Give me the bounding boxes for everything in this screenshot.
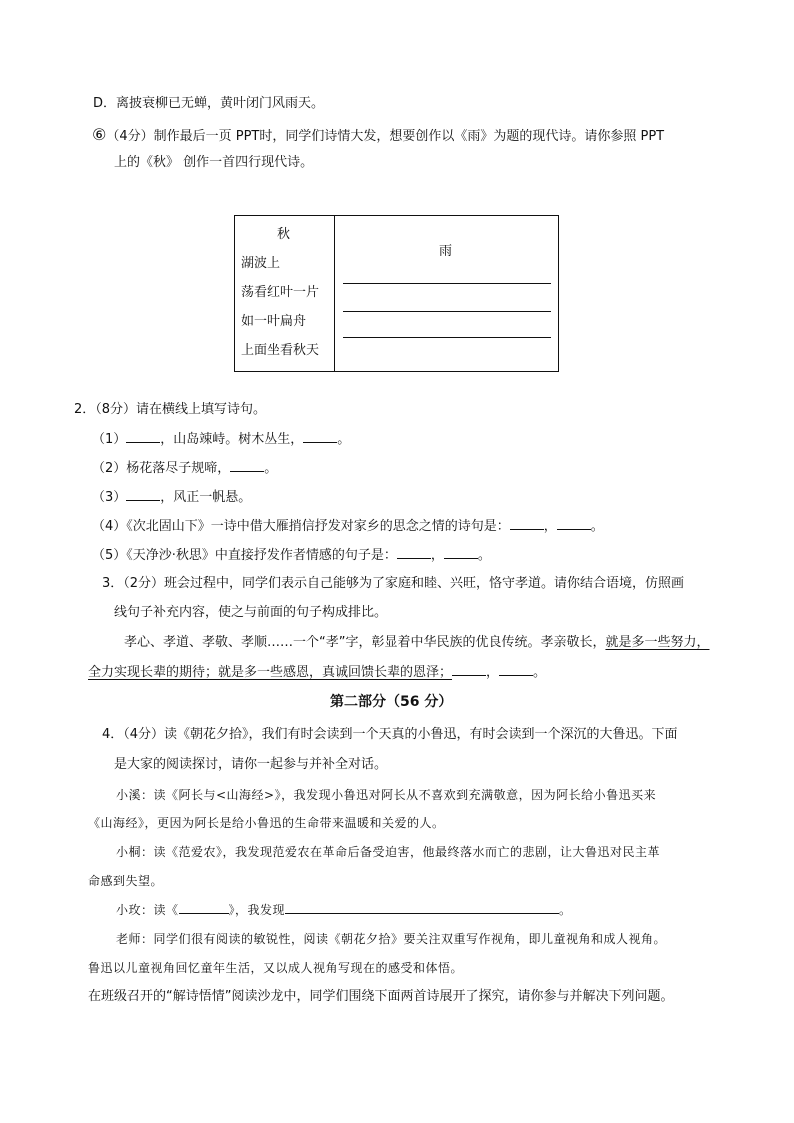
question-6-line2: 上的《秋》 创作一首四行现代诗。 xyxy=(114,155,314,170)
answer-blank[interactable] xyxy=(126,430,160,443)
answer-blank[interactable] xyxy=(303,430,337,443)
salon-intro: 在班级召开的“解诗悟情”阅读沙龙中，同学们围绕下面两首诗展开了探究，请你参与并解决下列问题。 xyxy=(88,989,674,1004)
xiaoxi-comment-line2: 《山海经》，更因为阿长是给小鲁迅的生命带来温暖和关爱的人。 xyxy=(88,816,445,830)
question-2-item-2: （2）杨花落尽子规啼， 。 xyxy=(92,461,278,476)
rain-writing-line-1[interactable] xyxy=(343,283,551,284)
question-4-line1: 4．（4分）读《朝花夕拾》，我们有时会读到一个天真的小鲁迅，有时会读到一个深沉的大鲁迅。下面 xyxy=(102,727,678,742)
finding-blank[interactable] xyxy=(285,901,559,914)
circled-number-6: ⑥ xyxy=(92,125,107,144)
rain-title: 雨 xyxy=(439,244,453,259)
teacher-comment-line1: 老师：同学们很有阅读的敏锐性，阅读《朝花夕拾》要关注双重写作视角，即儿童视角和成人视角。 xyxy=(116,932,667,946)
xiaotong-comment-line2: 命感到失望。 xyxy=(88,874,164,888)
autumn-line-2: 荡看红叶一片 xyxy=(241,285,320,300)
question-3-line1: 3．（2分）班会过程中，同学们表示自己能够为了家庭和睦、兴旺，恪守孝道。请你结合语境，仿照画 xyxy=(102,576,685,591)
rain-writing-line-2[interactable] xyxy=(343,311,551,312)
teacher-comment-line2: 鲁迅以儿童视角回忆童年生活，又以成人视角写现在的感受和体悟。 xyxy=(88,961,464,975)
question-2-item-3: （3） ，风正一帆悬。 xyxy=(92,490,252,505)
question-2-item-4: （4）《次北固山下》一诗中借大雁捎信抒发对家乡的思念之情的诗句是： ， 。 xyxy=(92,519,604,534)
question-2-title: 2．（8分）请在横线上填写诗句。 xyxy=(74,402,267,417)
autumn-line-4: 上面坐看秋天 xyxy=(241,343,320,358)
question-3-line4: 全力实现长辈的期待；就是多一些感恩，真诚回馈长辈的恩泽； ， 。 xyxy=(88,665,547,680)
question-3-line3: 孝心、孝道、孝敬、孝顺……一个“孝”字，彰显着中华民族的优良传统。孝亲敬长，就是多一些努力， xyxy=(124,635,710,650)
rain-writing-line-3[interactable] xyxy=(343,337,551,338)
answer-blank[interactable] xyxy=(126,488,160,501)
book-title-blank[interactable] xyxy=(179,901,229,914)
answer-blank[interactable] xyxy=(510,517,544,530)
question-6-line1 xyxy=(92,126,664,146)
xiaotong-comment-line1: 小桐：读《范爱农》，我发现范爱农在革命后备受迫害，他最终落水而亡的悲剧，让大鲁迅对民主革 xyxy=(116,845,661,859)
answer-blank[interactable] xyxy=(230,459,264,472)
question-6-text: （4分）制作最后一页 PPT时，同学们诗情大发，想要创作以《雨》为题的现代诗。请你参照 PPT xyxy=(106,129,665,144)
answer-blank[interactable] xyxy=(557,517,591,530)
underlined-model-sentence: 就是多一些努力， xyxy=(605,635,710,650)
answer-blank[interactable] xyxy=(397,546,431,559)
autumn-poem-cell xyxy=(235,216,335,372)
xiaoxi-comment-line1: 小溪：读《阿长与<山海经>》，我发现小鲁迅对阿长从不喜欢到充满敬意，因为阿长给小鲁迅买来 xyxy=(116,788,657,802)
part-2-heading: 第二部分（56 分） xyxy=(330,694,453,710)
question-3-line2: 线句子补充内容，使之与前面的句子构成排比。 xyxy=(114,605,388,620)
question-2-item-1: （1） ，山岛竦峙。树木丛生， 。 xyxy=(92,432,351,447)
answer-blank[interactable] xyxy=(499,663,533,676)
xiaomei-comment: 小玫：读《 》，我发现 。 xyxy=(116,903,572,917)
autumn-line-3: 如一叶扁舟 xyxy=(241,314,307,329)
autumn-line-1: 湖波上 xyxy=(241,256,281,271)
rain-poem-cell xyxy=(335,216,559,372)
answer-blank[interactable] xyxy=(452,663,486,676)
poem-table xyxy=(234,215,559,372)
question-4-line2: 是大家的阅读探讨，请你一起参与并补全对话。 xyxy=(114,757,388,772)
underlined-model-sentence: 全力实现长辈的期待；就是多一些感恩，真诚回馈长辈的恩泽； xyxy=(88,665,453,680)
option-d: D．离披衰柳已无蝉，黄叶闭门风雨天。 xyxy=(93,96,325,111)
answer-blank[interactable] xyxy=(444,546,478,559)
question-2-item-5: （5）《天净沙·秋思》中直接抒发作者情感的句子是： ， 。 xyxy=(92,548,491,563)
autumn-title: 秋 xyxy=(277,227,291,242)
